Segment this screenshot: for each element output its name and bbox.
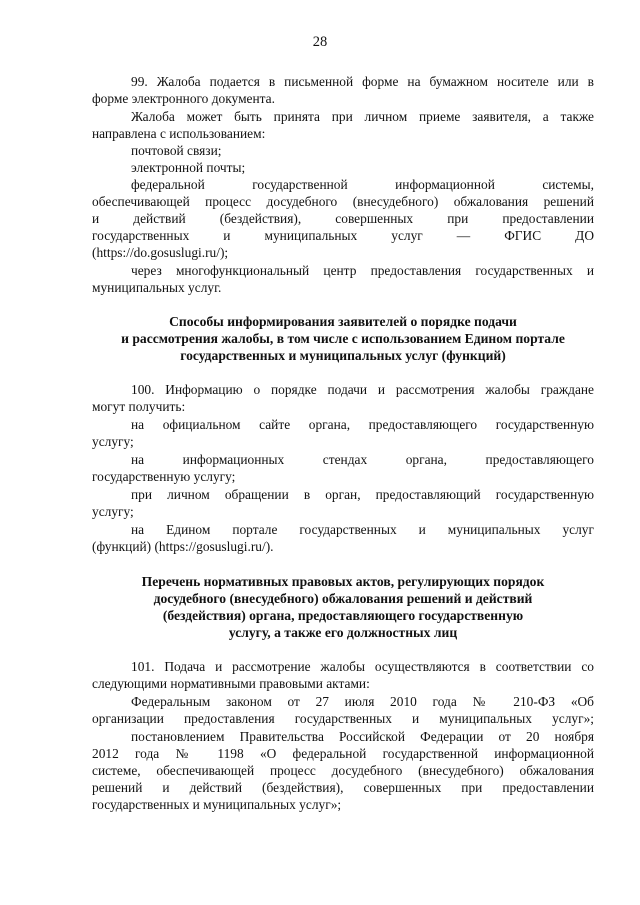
heading-line: и рассмотрения жалобы, в том числе с использованием Едином портале — [121, 331, 565, 346]
heading-line: Способы информирования заявителей о порядке подачи — [169, 314, 517, 329]
heading-line: государственных и муниципальных услуг (функций) — [180, 348, 506, 363]
list-item: на официальном сайте органа, предоставляющего государственную — [131, 417, 594, 432]
paragraph-line: обеспечивающей процесс досудебного (внесудебного) обжалования решений — [92, 194, 594, 209]
paragraph-line: и действий (бездействия), совершенных при предоставлении — [92, 211, 594, 226]
page-number: 28 — [312, 34, 328, 50]
list-item: на информационных стендах органа, предоставляющего — [131, 452, 594, 467]
paragraph-line: Жалоба может быть принята при личном приеме заявителя, а также — [131, 109, 594, 124]
heading-line: услугу, а также его должностных лиц — [228, 625, 458, 640]
link-text: (функций) (https://gosuslugi.ru/). — [92, 539, 274, 554]
paragraph-line: следующими нормативными правовыми актами: — [92, 676, 370, 691]
paragraph-line: форме электронного документа. — [92, 91, 275, 106]
list-item: на Едином портале государственных и муниципальных услуг — [131, 522, 594, 537]
heading-line: досудебного (внесудебного) обжалования решений и действий — [153, 591, 533, 606]
list-item: электронной почты; — [131, 160, 246, 175]
link-text: (https://do.gosuslugi.ru/); — [92, 245, 229, 260]
paragraph-line: государственную услугу; — [92, 469, 236, 484]
list-item: постановлением Правительства Российской Федерации от 20 ноября — [131, 729, 594, 744]
list-item: через многофункциональный центр предоставления государственных и — [131, 263, 594, 278]
paragraph-line: муниципальных услуг. — [92, 280, 222, 295]
paragraph-line: решений и действий (бездействия), совершенных при предоставлении — [92, 780, 594, 795]
heading-line: (бездействия) органа, предоставляющего государственную — [162, 608, 524, 623]
paragraph-line: государственных и муниципальных услуг — ФГИС ДО — [92, 228, 594, 243]
list-item: федеральной государственной информационной системы, — [131, 177, 594, 192]
paragraph-line: 100. Информацию о порядке подачи и рассмотрения жалобы граждане — [131, 382, 594, 397]
list-item: почтовой связи; — [131, 143, 222, 158]
paragraph-line: системе, обеспечивающей процесс досудебного (внесудебного) обжалования — [92, 763, 594, 778]
paragraph-line: направлена с использованием: — [92, 126, 266, 141]
paragraph-line: 2012 года № 1198 «О федеральной государственной информационной — [92, 746, 594, 761]
list-item: при личном обращении в орган, предоставляющий государственную — [131, 487, 594, 502]
paragraph-line: услугу; — [92, 434, 134, 449]
paragraph-line: услугу; — [92, 504, 134, 519]
paragraph-line: могут получить: — [92, 399, 186, 414]
paragraph-line: 99. Жалоба подается в письменной форме на бумажном носителе или в — [131, 74, 594, 89]
paragraph-line: организации предоставления государственных и муниципальных услуг»; — [92, 711, 594, 726]
heading-line: Перечень нормативных правовых актов, регулирующих порядок — [141, 574, 545, 589]
paragraph-line: государственных и муниципальных услуг»; — [92, 797, 342, 812]
paragraph-line: 101. Подача и рассмотрение жалобы осуществляются в соответствии со — [131, 659, 594, 674]
list-item: Федеральным законом от 27 июля 2010 года № 210-ФЗ «Об — [131, 694, 594, 709]
